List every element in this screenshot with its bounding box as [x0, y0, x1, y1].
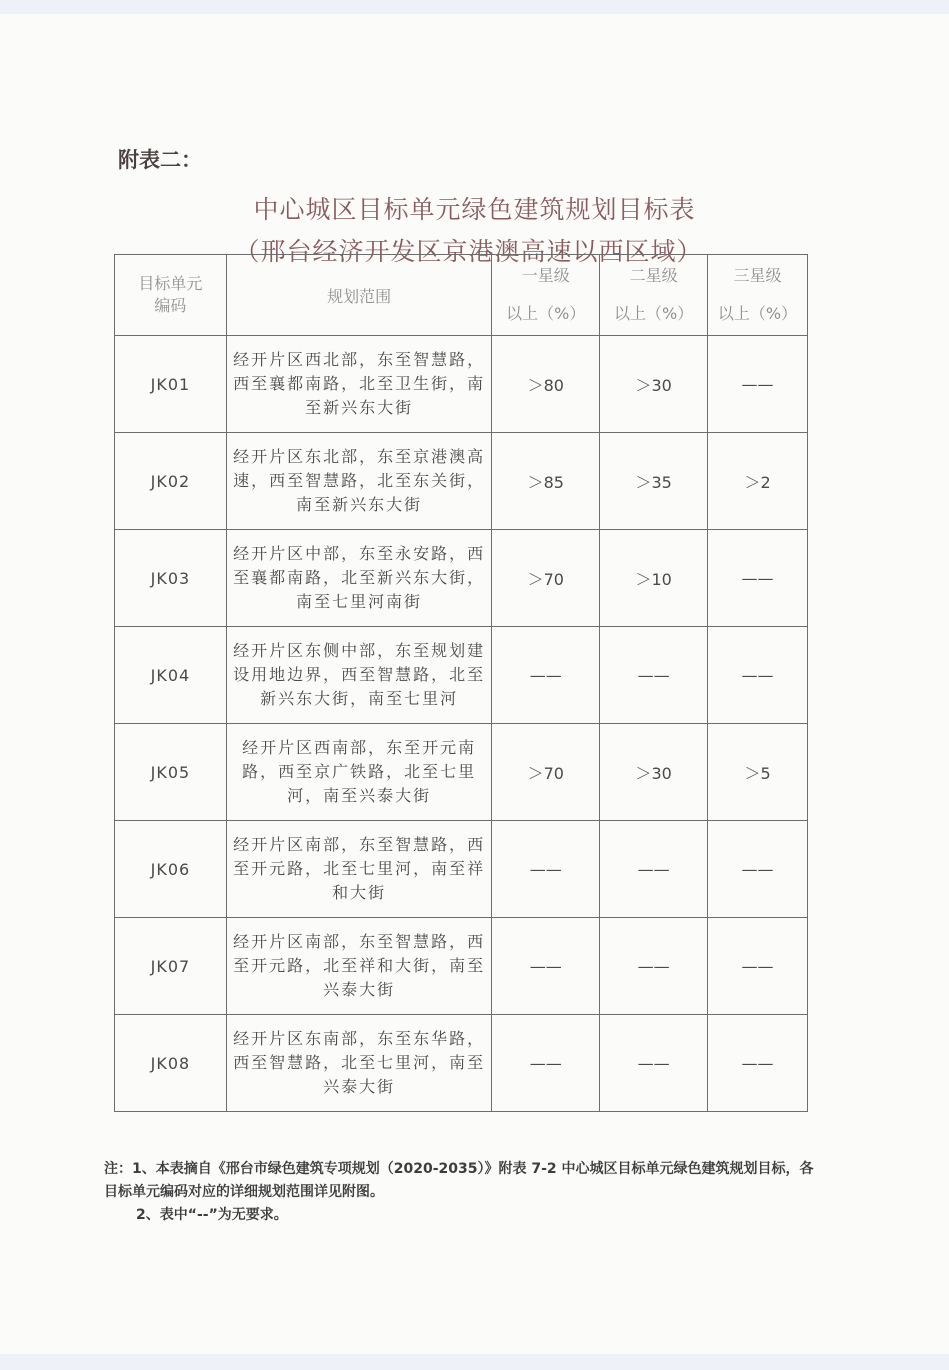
- unit-code-cell: JK02: [115, 433, 227, 530]
- star2-cell: ＞10: [600, 530, 708, 627]
- scope-cell: 经开片区西南部，东至开元南路，西至京广铁路，北至七里河，南至兴泰大街: [226, 724, 492, 821]
- star2-cell: ——: [600, 918, 708, 1015]
- star2-cell: ＞30: [600, 336, 708, 433]
- table-header-row: [115, 255, 808, 336]
- scope-cell: 经开片区中部，东至永安路，西至襄都南路，北至新兴东大街，南至七里河南街: [226, 530, 492, 627]
- star3-cell: ——: [708, 627, 808, 724]
- scope-cell: 经开片区南部，东至智慧路，西至开元路，北至祥和大街，南至兴泰大街: [226, 918, 492, 1015]
- unit-code-cell: JK06: [115, 821, 227, 918]
- header-star3: 三星级 以上（%）: [708, 255, 808, 336]
- star1-cell: ＞70: [492, 724, 600, 821]
- star3-cell: ——: [708, 336, 808, 433]
- planning-target-table: [114, 254, 808, 1112]
- note-1: 注：1、本表摘自《邢台市绿色建筑专项规划（2020-2035）》附表 7-2 中心城区目标单元绿色建筑规划目标，各目标单元编码对应的详细规划范围详见附图。: [104, 1161, 814, 1200]
- table-row: [115, 1015, 808, 1112]
- unit-code-cell: JK05: [115, 724, 227, 821]
- star1-cell: ＞70: [492, 530, 600, 627]
- star2-cell: ——: [600, 627, 708, 724]
- star1-cell: ——: [492, 918, 600, 1015]
- star3-cell: ——: [708, 1015, 808, 1112]
- star2-cell: ＞30: [600, 724, 708, 821]
- table-row: [115, 433, 808, 530]
- header-scope: 规划范围: [226, 255, 492, 336]
- star2-cell: ——: [600, 821, 708, 918]
- unit-code-cell: JK03: [115, 530, 227, 627]
- table-subtitle: （邢台经济开发区京港澳高速以西区域）: [234, 237, 703, 266]
- scope-cell: 经开片区南部，东至智慧路，西至开元路，北至七里河，南至祥和大街: [226, 821, 492, 918]
- table-row: [115, 821, 808, 918]
- table-row: [115, 336, 808, 433]
- star3-cell: ＞5: [708, 724, 808, 821]
- table-row: [115, 918, 808, 1015]
- appendix-heading: 附表二：: [118, 148, 202, 172]
- star1-cell: ＞80: [492, 336, 600, 433]
- note-2: 2、表中“--”为无要求。: [136, 1207, 288, 1223]
- header-unit-code: 目标单元 编码: [115, 255, 227, 336]
- unit-code-cell: JK08: [115, 1015, 227, 1112]
- star1-cell: ——: [492, 627, 600, 724]
- star1-cell: ——: [492, 1015, 600, 1112]
- unit-code-cell: JK04: [115, 627, 227, 724]
- table-title: 中心城区目标单元绿色建筑规划目标表: [253, 195, 696, 224]
- scope-cell: 经开片区东南部，东至东华路，西至智慧路，北至七里河，南至兴泰大街: [226, 1015, 492, 1112]
- scope-cell: 经开片区东北部，东至京港澳高速，西至智慧路，北至东关街，南至新兴东大街: [226, 433, 492, 530]
- star3-cell: ——: [708, 530, 808, 627]
- table-notes: [104, 1158, 824, 1227]
- unit-code-cell: JK01: [115, 336, 227, 433]
- star3-cell: ——: [708, 918, 808, 1015]
- star3-cell: ＞2: [708, 433, 808, 530]
- unit-code-cell: JK07: [115, 918, 227, 1015]
- scope-cell: 经开片区西北部，东至智慧路，西至襄都南路，北至卫生街，南至新兴东大街: [226, 336, 492, 433]
- table-row: [115, 627, 808, 724]
- scope-cell: 经开片区东侧中部，东至规划建设用地边界，西至智慧路，北至新兴东大街，南至七里河: [226, 627, 492, 724]
- star1-cell: ——: [492, 821, 600, 918]
- header-star2: 二星级 以上（%）: [600, 255, 708, 336]
- table-row: [115, 724, 808, 821]
- star3-cell: ——: [708, 821, 808, 918]
- star1-cell: ＞85: [492, 433, 600, 530]
- star2-cell: ——: [600, 1015, 708, 1112]
- star2-cell: ＞35: [600, 433, 708, 530]
- header-star1: 一星级 以上（%）: [492, 255, 600, 336]
- table-row: [115, 530, 808, 627]
